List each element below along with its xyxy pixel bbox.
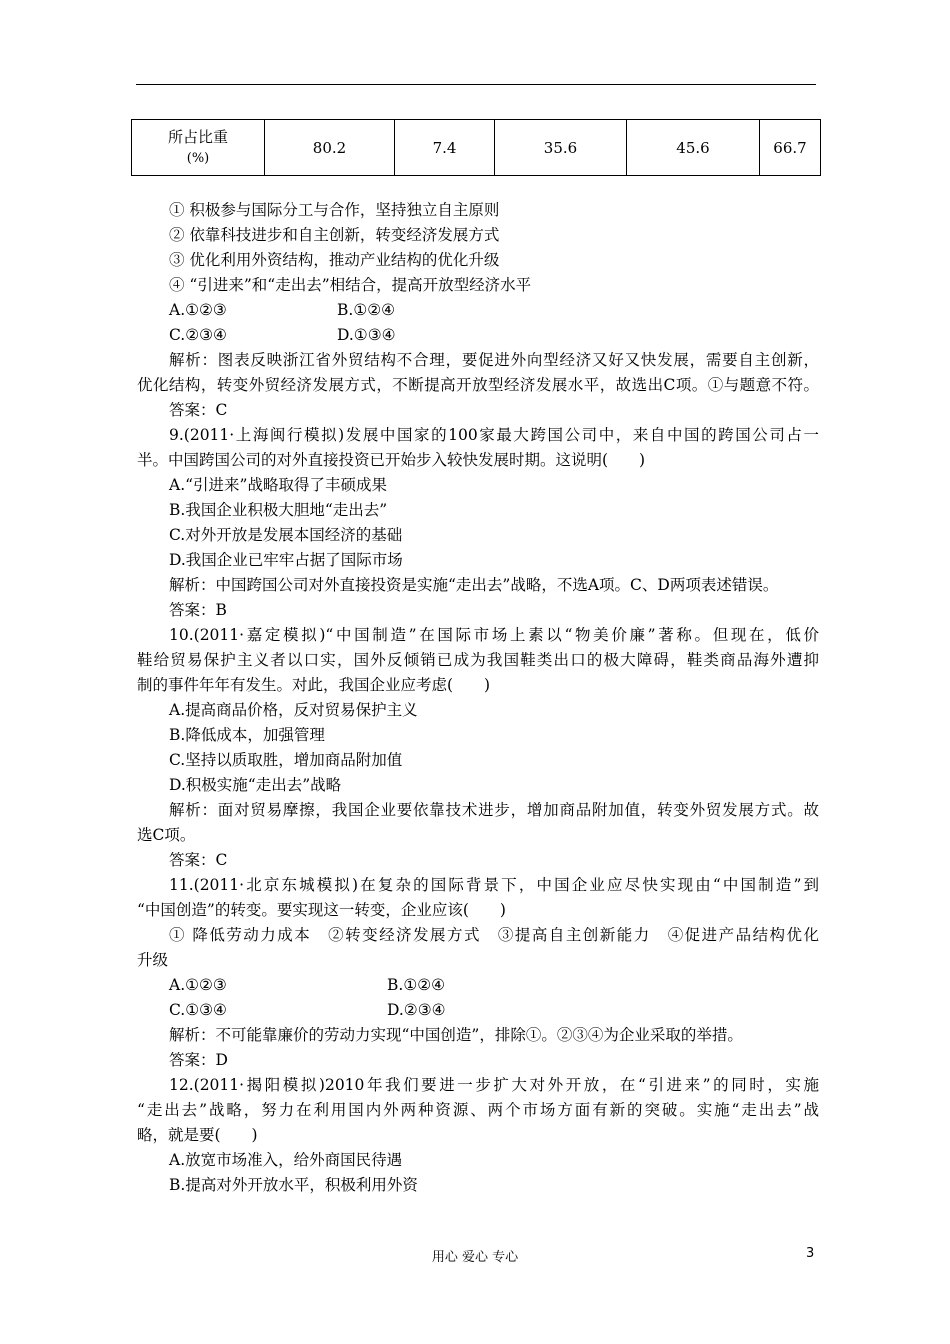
table-row-label xyxy=(132,120,265,176)
q11-stem-line-2: “中国创造”的转变。要实现这一转变，企业应该( ) xyxy=(137,901,506,919)
row-label-text: 所占比重 xyxy=(167,127,228,146)
q8-options-row-1 xyxy=(137,298,819,323)
q8-option-a: A.①②③ xyxy=(169,301,227,319)
table-cell: 35.6 xyxy=(495,120,627,176)
q11-stem-line-1: 11.(2011·北京东城模拟)在复杂的国际背景下，中国企业应尽快实现由“中国制造”到 xyxy=(169,876,819,894)
q11-option-a: A.①②③ xyxy=(169,976,227,994)
q9-stem-line-2: 半。中国跨国公司的对外直接投资已开始步入较快发展时期。这说明( ) xyxy=(137,451,646,469)
data-table xyxy=(131,119,821,176)
table-cell: 66.7 xyxy=(760,120,821,176)
q10-analysis-line-2: 选C项。 xyxy=(137,826,196,844)
table-row xyxy=(132,120,821,176)
q11-option-b: B.①②④ xyxy=(387,976,446,994)
q11-items-line-1: ① 降低劳动力成本 ②转变经济发展方式 ③提高自主创新能力 ④促进产品结构优化 xyxy=(169,926,819,944)
q11-analysis: 解析：不可能靠廉价的劳动力实现“中国创造”，排除①。②③④为企业采取的举措。 xyxy=(169,1026,743,1044)
q9-option-a: A.“引进来”战略取得了丰硕成果 xyxy=(169,476,387,494)
q9-option-c: C.对外开放是发展本国经济的基础 xyxy=(169,526,403,544)
q8-option-c: C.②③④ xyxy=(169,326,227,344)
q8-item-1: ① 积极参与国际分工与合作，坚持独立自主原则 xyxy=(169,201,500,219)
q8-analysis-line-1: 解析：图表反映浙江省外贸结构不合理，要促进外向型经济又好又快发展，需要自主创新， xyxy=(169,351,819,369)
q12-option-b: B.提高对外开放水平，积极利用外资 xyxy=(169,1176,418,1194)
q10-option-d: D.积极实施“走出去”战略 xyxy=(169,776,342,794)
q12-option-a: A.放宽市场准入，给外商国民待遇 xyxy=(169,1151,403,1169)
q8-item-3: ③ 优化利用外资结构，推动产业结构的优化升级 xyxy=(169,251,500,269)
q8-option-b: B.①②④ xyxy=(337,301,396,319)
q11-items-line-2: 升级 xyxy=(137,951,169,969)
q11-option-c: C.①③④ xyxy=(169,1001,227,1019)
q10-option-c: C.坚持以质取胜，增加商品附加值 xyxy=(169,751,403,769)
table-cell: 45.6 xyxy=(627,120,760,176)
q9-answer: 答案：B xyxy=(169,601,227,619)
q11-options-row-2 xyxy=(137,998,819,1023)
header-rule xyxy=(136,84,816,85)
q10-stem-line-3: 制的事件年年有发生。对此，我国企业应考虑( ) xyxy=(137,676,491,694)
row-label-unit: (%) xyxy=(186,150,210,166)
q11-options-row-1 xyxy=(137,973,819,998)
q10-option-a: A.提高商品价格，反对贸易保护主义 xyxy=(169,701,418,719)
q8-option-d: D.①③④ xyxy=(337,326,396,344)
q11-option-d: D.②③④ xyxy=(387,1001,446,1019)
q12-stem-line-1: 12.(2011·揭阳模拟)2010年我们要进一步扩大对外开放，在“引进来”的同时，实施 xyxy=(169,1076,819,1094)
q10-stem-line-1: 10.(2011·嘉定模拟)“中国制造”在国际市场上素以“物美价廉”著称。但现在，低价 xyxy=(169,626,819,644)
q8-item-2: ② 依靠科技进步和自主创新，转变经济发展方式 xyxy=(169,226,500,244)
q12-stem-line-3: 略，就是要( ) xyxy=(137,1126,258,1144)
q12-stem-line-2: “走出去”战略，努力在利用国内外两种资源、两个市场方面有新的突破。实施“走出去”战 xyxy=(137,1101,819,1119)
q9-option-d: D.我国企业已牢牢占据了国际市场 xyxy=(169,551,403,569)
q8-options-row-2 xyxy=(137,323,819,348)
q8-item-4: ④ “引进来”和“走出去”相结合，提高开放型经济水平 xyxy=(169,276,532,294)
q9-analysis: 解析：中国跨国公司对外直接投资是实施“走出去”战略，不选A项。C、D两项表述错误。 xyxy=(169,576,779,594)
q10-option-b: B.降低成本，加强管理 xyxy=(169,726,325,744)
table-cell: 80.2 xyxy=(265,120,395,176)
q9-stem-line-1: 9.(2011·上海闽行模拟)发展中国家的100家最大跨国公司中，来自中国的跨国公司占一 xyxy=(169,426,819,444)
table-cell: 7.4 xyxy=(395,120,495,176)
footer-slogan: 用心 爱心 专心 xyxy=(431,1250,519,1265)
q8-analysis-line-2: 优化结构，转变外贸经济发展方式，不断提高开放型经济发展水平，故选出C项。①与题意不符。 xyxy=(137,376,819,394)
q9-option-b: B.我国企业积极大胆地“走出去” xyxy=(169,501,388,519)
page-number: 3 xyxy=(806,1246,815,1261)
q10-stem-line-2: 鞋给贸易保护主义者以口实，国外反倾销已成为我国鞋类出口的极大障碍，鞋类商品海外遭抑 xyxy=(137,651,819,669)
q8-answer: 答案：C xyxy=(169,401,228,419)
q10-answer: 答案：C xyxy=(169,851,228,869)
q10-analysis-line-1: 解析：面对贸易摩擦，我国企业要依靠技术进步，增加商品附加值，转变外贸发展方式。故 xyxy=(169,801,819,819)
document-body xyxy=(137,198,819,1198)
q11-answer: 答案：D xyxy=(169,1051,228,1069)
